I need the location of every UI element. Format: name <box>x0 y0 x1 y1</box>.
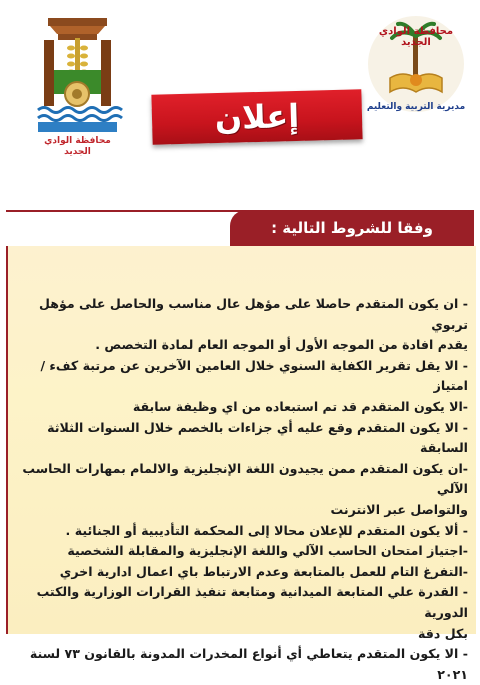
condition-line: - الا يقل تقرير الكفاية السنوي خلال العامين الآخرين عن مرتبة كفء / امتياز <box>40 357 468 394</box>
left-logo-caption: محافظة الوادي الجديد <box>44 136 111 157</box>
condition-line: بكل دقة <box>417 625 468 641</box>
condition-line: -اجتياز امتحان الحاسب الآلي واللغة الإنجليزية والمقابلة الشخصية <box>67 543 468 559</box>
right-logo-subtitle: مديرية التربية والتعليم <box>366 102 466 112</box>
governorate-emblem-logo <box>30 8 125 157</box>
condition-line: -الا يكون المتقدم قد تم استبعاده من اي وظيفة سابقة <box>132 398 468 414</box>
condition-line: -ان يكون المتقدم ممن يجيدون اللغة الإنجليزية والالمام بمهارات الحاسب الآلي <box>22 460 468 497</box>
condition-line: يقدم افادة من الموجه الأول أو الموجه العام لمادة التخصص . <box>95 337 468 353</box>
condition-line: - ان يكون المتقدم حاصلا على مؤهل عال مناسب والحاصل على مؤهل تربوي <box>39 296 468 332</box>
conditions-header-bar <box>230 210 474 246</box>
announcement-banner <box>151 89 362 144</box>
education-directorate-logo <box>366 8 466 120</box>
condition-line: والتواصل عبر الانترنت <box>330 501 468 517</box>
right-logo-title: محافظة الوادي الجديد <box>378 26 454 48</box>
condition-line: - ألا يكون المتقدم للإعلان محالا إلى المحكمة التأديبية أو الجنائية . <box>65 522 468 538</box>
condition-line: - القدرة علي المتابعة الميدانية ومتابعة تنفيذ القرارات الوزارية والكتب الدورية <box>36 584 468 620</box>
condition-line: - الا يكون المتقدم يتعاطي أي أنواع المخدرات المدونة بالقانون ٧٣ لسنة ٢٠٢١ <box>29 646 468 682</box>
conditions-heading: وفقا للشروط التالية : <box>271 219 433 237</box>
condition-line: -التفرغ التام للعمل بالمتابعة وعدم الارتباط باي اعمال ادارية اخري <box>59 563 468 579</box>
conditions-list <box>18 294 468 685</box>
banner-title: إعلان <box>214 96 300 138</box>
condition-line: - الا يكون المتقدم وقع عليه أي جزاءات بالخصم خلال السنوات الثلاثة السابقة <box>47 419 468 456</box>
conditions-box <box>6 246 476 682</box>
